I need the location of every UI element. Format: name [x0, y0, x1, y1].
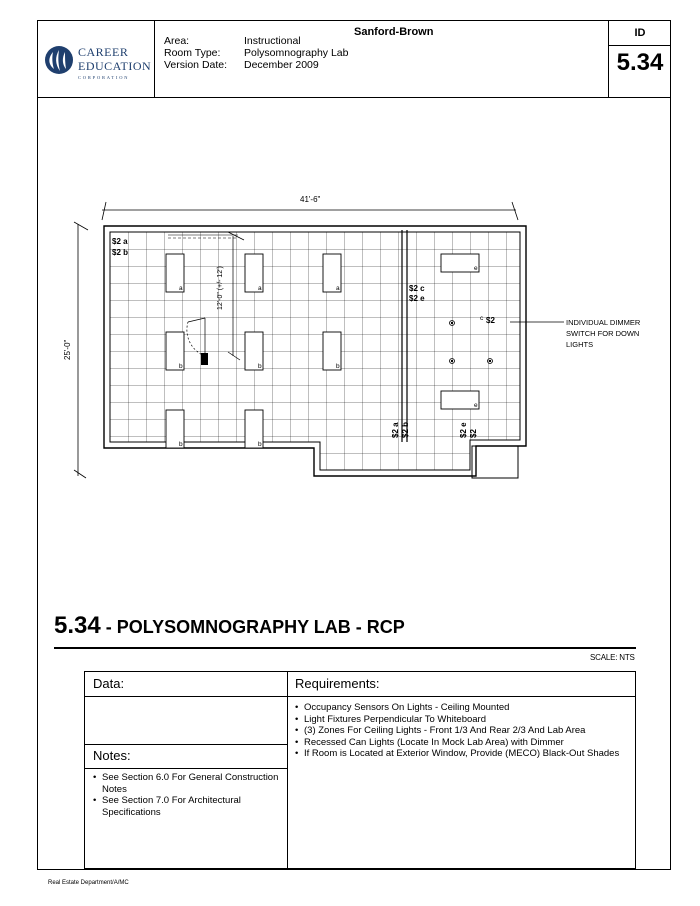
fixture-label: a	[336, 285, 340, 292]
notes-heading-rule	[85, 768, 287, 769]
fixture-label: e	[474, 265, 478, 272]
switch-label: $2 e	[409, 294, 425, 303]
fixture-label: a	[179, 285, 183, 292]
footer-department: Real Estate Department/A/MC	[48, 880, 129, 886]
requirement-item: • Light Fixtures Perpendicular To Whiteboard	[295, 714, 631, 726]
switch-label: $2	[486, 316, 495, 325]
floor-plan-rcp	[40, 180, 660, 500]
drawing-title-number: 5.34	[54, 612, 101, 639]
career-education-logo-icon	[44, 45, 74, 75]
requirement-item: • (3) Zones For Ceiling Lights - Front 1/3 And Rear 2/3 And Lab Area	[295, 725, 631, 737]
width-dimension-text: 41'-6"	[300, 195, 321, 204]
notes-top-rule	[85, 744, 287, 745]
logo-text-line2: EDUCATION	[78, 59, 152, 73]
area-value: Instructional	[244, 35, 301, 47]
column-divider	[287, 672, 288, 868]
fixture-label: e	[474, 402, 478, 409]
annotation-line: LIGHTS	[566, 340, 594, 349]
note-item: • See Section 6.0 For General Construction Notes	[93, 772, 283, 795]
heading-rule	[85, 696, 635, 697]
fixture-label: b	[179, 363, 183, 370]
fixture-label: b	[258, 441, 262, 448]
room-info	[164, 21, 604, 97]
scale-note: SCALE: NTS	[590, 653, 635, 662]
switch-label: $2 c	[409, 284, 425, 293]
version-date-label: Version Date:	[164, 59, 228, 71]
annotation-line: INDIVIDUAL DIMMER	[566, 318, 641, 327]
id-label: ID	[609, 21, 671, 46]
notes-heading: Notes:	[93, 748, 131, 763]
height-dimension	[74, 222, 88, 478]
room-type-value: Polysomnography Lab	[244, 47, 349, 59]
switch-label: $2 a	[112, 237, 128, 246]
organization-name: Sanford-Brown	[354, 26, 434, 38]
height-dimension-text: 25'-0"	[63, 339, 72, 360]
requirements-list	[295, 702, 631, 760]
area-label: Area:	[164, 35, 190, 47]
requirement-item: • Recessed Can Lights (Locate In Mock Lab Area) with Dimmer	[295, 737, 631, 749]
annotation-line: SWITCH FOR DOWN	[566, 329, 640, 338]
fixture-label: b	[336, 363, 340, 370]
fixture-label: a	[258, 285, 262, 292]
version-date-value: December 2009	[244, 59, 319, 71]
width-dimension	[102, 202, 518, 220]
requirements-table	[84, 671, 636, 869]
requirement-item: • If Room is Located at Exterior Window, Provide (MECO) Black-Out Shades	[295, 748, 631, 760]
switch-label: $2 e	[459, 422, 468, 438]
logo-text-line3: CORPORATION	[78, 75, 130, 80]
drawing-title-text: - POLYSOMNOGRAPHY LAB - RCP	[100, 617, 405, 637]
data-heading: Data:	[93, 676, 125, 691]
notes-list	[93, 772, 283, 818]
room-type-label: Room Type:	[164, 47, 221, 59]
drawing-title	[54, 612, 405, 640]
requirement-item: • Occupancy Sensors On Lights - Ceiling Mounted	[295, 702, 631, 714]
logo-cell	[38, 21, 155, 97]
note-item: • See Section 7.0 For Architectural Specifications	[93, 795, 283, 818]
fixture-label: b	[179, 441, 183, 448]
title-block-header	[38, 21, 670, 98]
fixture-label: c	[480, 315, 484, 322]
floor-plan-drawing	[40, 180, 660, 500]
door-frame	[201, 353, 208, 365]
logo-text-line1: CAREER	[78, 45, 129, 59]
title-rule	[54, 647, 636, 649]
door-dimension-text: 12'-0" (+/- 12')	[217, 266, 224, 310]
id-cell	[608, 21, 671, 97]
requirements-heading: Requirements:	[295, 676, 380, 691]
switch-label: $2 b	[112, 248, 129, 257]
id-value: 5.34	[616, 49, 664, 76]
fixture-label: b	[258, 363, 262, 370]
dimmer-annotation	[566, 318, 641, 349]
switch-label: $2 b	[401, 421, 410, 438]
switch-label: $2	[469, 429, 478, 438]
switch-label: $2 a	[391, 422, 400, 438]
